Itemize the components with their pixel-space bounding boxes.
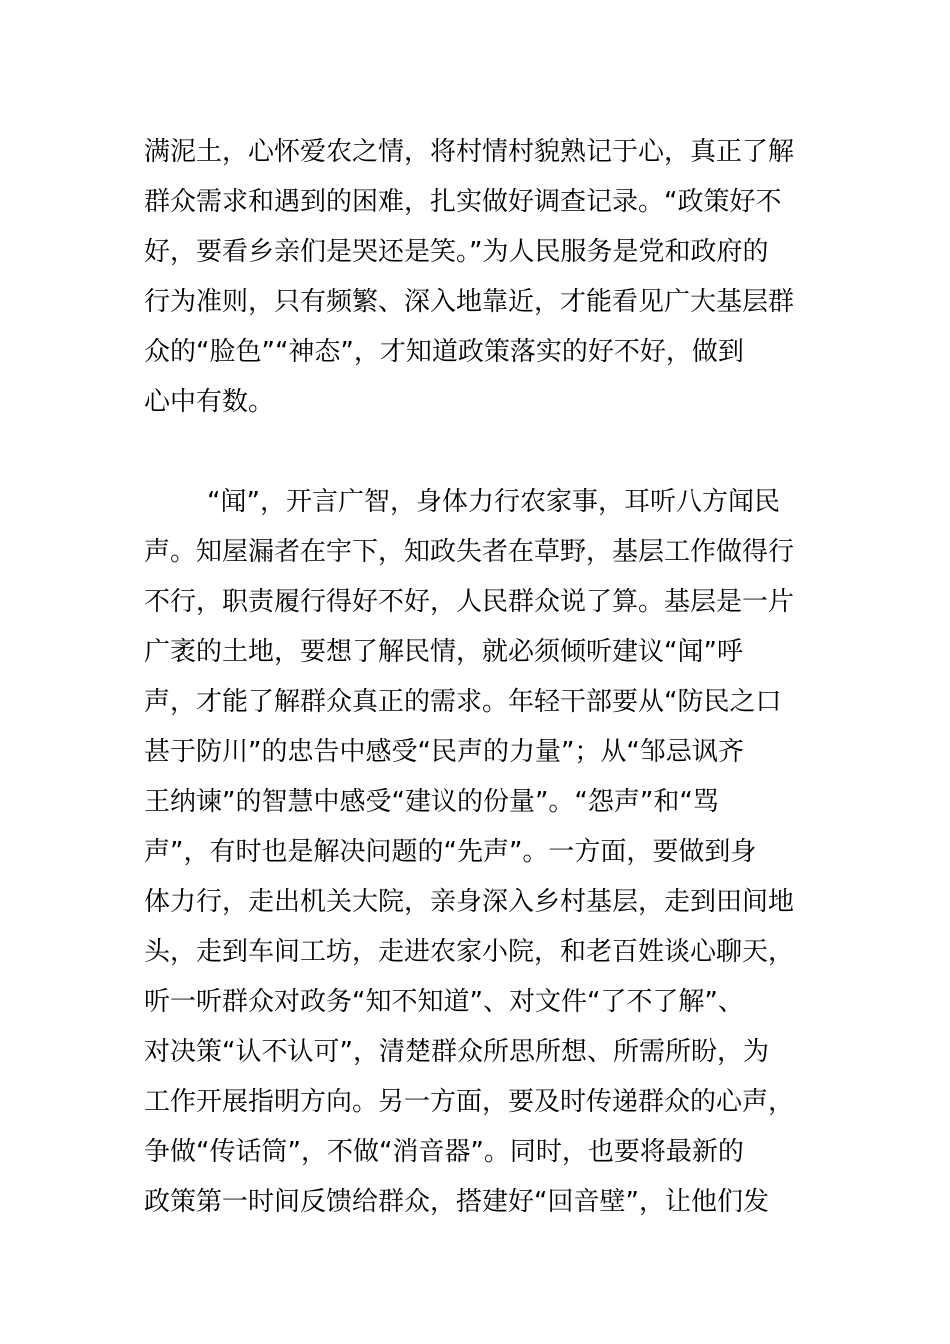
text-line: 政策第一时间反馈给群众，搭建好“回音壁”，让他们发 [144,1187,769,1217]
text-line: 听一听群众对政务“知不知道”、对文件“了不了解”、 [144,987,744,1017]
text-line: 体力行，走出机关大院，亲身深入乡村基层，走到田间地 [144,887,795,917]
text-line: “闻”，开言广智，身体力行农家事，耳听八方闻民 [207,487,780,517]
paragraph-2 [144,477,808,1227]
text-line: 声，才能了解群众真正的需求。年轻干部要从“防民之口 [144,687,782,717]
text-line: 众的“脸色”“神态”，才知道政策落实的好不好，做到 [144,337,744,367]
text-line: 声”，有时也是解决问题的“先声”。一方面，要做到身 [144,837,757,867]
text-line: 声。知屋漏者在宇下，知政失者在草野，基层工作做得行 [144,537,795,567]
text-line: 头，走到车间工坊，走进农家小院，和老百姓谈心聊天， [144,937,795,967]
text-line: 甚于防川”的忠告中感受“民声的力量”；从“邹忌讽齐 [144,737,744,767]
text-line: 对决策“认不认可”，清楚群众所思所想、所需所盼，为 [144,1037,769,1067]
text-line: 争做“传话筒”，不做“消音器”。同时，也要将最新的 [144,1137,744,1167]
paragraph-1 [144,127,808,427]
text-line: 好，要看乡亲们是哭还是笑。”为人民服务是党和政府的 [144,237,769,267]
text-line: 群众需求和遇到的困难，扎实做好调查记录。“政策好不 [144,187,782,217]
text-line: 工作开展指明方向。另一方面，要及时传递群众的心声， [144,1087,795,1117]
text-line: 满泥土，心怀爱农之情，将村情村貌熟记于心，真正了解 [144,137,795,167]
text-line: 广袤的土地，要想了解民情，就必须倾听建议“闻”呼 [144,637,743,667]
text-line: 王纳谏”的智慧中感受“建议的份量”。“怨声”和“骂 [144,787,719,817]
text-line: 心中有数。 [144,387,275,417]
text-line: 行为准则，只有频繁、深入地靠近，才能看见广大基层群 [144,287,795,317]
text-line: 不行，职责履行得好不好，人民群众说了算。基层是一片 [144,587,795,617]
